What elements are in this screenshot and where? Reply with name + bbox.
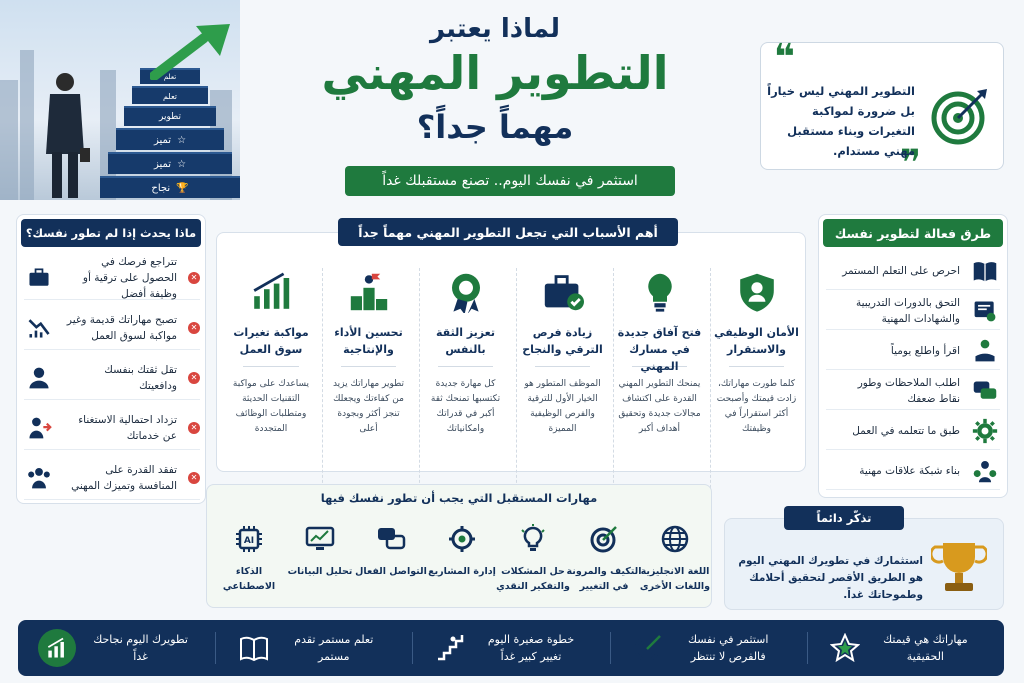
shield-icon: [736, 271, 778, 313]
reason-card: [516, 268, 608, 498]
quote-close-icon: ❞: [899, 143, 921, 184]
consequence-text: تصبح مهاراتك قديمة وغير مواكبة لسوق العمل: [66, 313, 177, 342]
reason-title: زيادة فرص الترقي والنجاح: [522, 326, 603, 356]
briefcase-check-icon: [542, 271, 584, 313]
group-icon: [26, 465, 52, 491]
hero-step: نجاح 🏆: [100, 176, 240, 198]
remember-box: [724, 518, 1004, 610]
chart-down-icon: [26, 315, 52, 341]
method-item: [826, 332, 1000, 370]
footer-separator: [807, 632, 808, 664]
chat-bubbles-icon: [376, 524, 406, 554]
method-item: [826, 452, 1000, 490]
consequence-text: تقل ثقتك بنفسك ودافعيتك: [104, 363, 177, 392]
growth-chart-icon: [250, 271, 292, 313]
hero-step: تميز ☆: [116, 128, 224, 150]
reason-title: تحسين الأداء والإنتاجية: [334, 326, 403, 356]
consequence-item: [24, 306, 200, 350]
skill-item: [636, 524, 714, 594]
consequence-item: [24, 256, 200, 300]
footer-text: مهاراتك هي قيمتك الحقيقية: [883, 633, 968, 663]
skill-item: [210, 524, 288, 594]
ai-chip-icon: [234, 524, 264, 554]
method-item: [826, 412, 1000, 450]
title-line-3: مهماً جداً؟: [416, 108, 574, 146]
skill-item: [281, 524, 359, 579]
skills-title: مهارات المستقبل التي يجب أن تطور نفسك فيها: [320, 491, 598, 505]
page-title: التطوير المهني: [321, 46, 669, 100]
hero-step: تميز ☆: [108, 152, 232, 174]
footer-text: تطويرك اليوم نجاحك غداً: [93, 633, 188, 663]
gear-icon: [972, 418, 998, 444]
growth-icon: [44, 635, 70, 661]
footer-separator: [412, 632, 413, 664]
skill-item: [423, 524, 501, 579]
slogan-banner: استثمر في نفسك اليوم.. تصنع مستقبلك غداً: [345, 166, 675, 196]
svg-text:AI: AI: [243, 536, 255, 546]
podium-icon: [348, 271, 390, 313]
reason-desc: الموظف المتطور هو الخيار الأول للترقية والفرص الوظيفية المميزة: [524, 379, 601, 434]
reason-card: [613, 268, 705, 498]
consequences-title: ماذا يحدث إذا لم تطور نفسك؟: [21, 219, 201, 247]
lightbulb-icon: [639, 271, 681, 313]
reason-card: [225, 268, 317, 498]
skill-label: اللغة الانجليزية واللغات الأخرى: [639, 566, 711, 592]
reason-card: [419, 268, 511, 498]
reason-desc: تطوير مهاراتك يزيد من كفاءتك ويجعلك تنجز أكثر وبجودة أعلى: [332, 379, 405, 434]
stairs-icon: [436, 633, 466, 663]
hero-step: تعلم: [140, 68, 200, 84]
hero-illustration: [0, 0, 240, 200]
footer-separator: [610, 632, 611, 664]
method-item: [826, 252, 1000, 290]
footer-text: تعلم مستمر تقدم مستمر: [294, 633, 374, 663]
idea-icon: [518, 524, 548, 554]
certificate-icon: [972, 298, 998, 324]
chat-icon: [972, 378, 998, 404]
skill-label: التكيف والمرونة في التغيير: [566, 566, 642, 592]
skill-label: إدارة المشاريع: [428, 566, 496, 577]
businessman-icon: [40, 70, 90, 200]
book-icon: [972, 258, 998, 284]
reason-title: الأمان الوظيفي والاستقرار: [714, 326, 799, 356]
reason-desc: يساعدك على مواكبة التقنيات الحديثة ومتطلبات الوظائف المتجددة: [232, 379, 310, 434]
skill-label: الذكاء الاصطناعي: [222, 566, 276, 592]
open-book-icon: [239, 633, 269, 663]
x-mark-icon: ✕: [188, 322, 200, 334]
footer-separator: [215, 632, 216, 664]
title-line-1: لماذا يعتبر: [429, 14, 561, 44]
gear-head-icon: [447, 524, 477, 554]
method-text: بناء شبكة علاقات مهنية: [859, 464, 960, 477]
footer-text: خطوة صغيرة اليوم تغيير كبير غداً: [487, 633, 575, 663]
footer-text: استثمر في نفسك فالفرص لا تنتظر: [687, 633, 769, 663]
hero-step: تعلم: [132, 86, 208, 104]
target-icon: [931, 87, 989, 145]
reader-icon: [972, 338, 998, 364]
method-text: احرص على التعلم المستمر: [842, 264, 960, 277]
reason-title: فتح آفاق جديدة في مسارك المهني: [617, 326, 702, 373]
monitor-chart-icon: [305, 524, 335, 554]
footer-item: [229, 628, 398, 668]
consequence-item: [24, 356, 200, 400]
reason-desc: كل مهارة جديدة تكتسبها تمنحك ثقة أكبر في قدراتك وامكانياتك: [430, 379, 501, 434]
reason-card: [322, 268, 414, 498]
method-item: [826, 292, 1000, 330]
consequence-text: تفقد القدرة على المنافسة وتميزك المهني: [71, 463, 177, 492]
skill-label: تحليل البيانات: [287, 566, 353, 577]
hero-step: تطوير: [124, 106, 216, 126]
badge-icon: [445, 271, 487, 313]
reason-title: مواكبة تغيرات سوق العمل: [233, 326, 309, 356]
x-mark-icon: ✕: [188, 422, 200, 434]
methods-title: طرق فعالة لتطوير نفسك: [823, 219, 1003, 247]
skill-item: [565, 524, 643, 594]
footer-item: [821, 628, 990, 668]
person-out-icon: [26, 415, 52, 441]
quote-open-icon: ❝: [773, 37, 795, 78]
method-text: اطلب الملاحظات وطور نقاط ضعفك: [857, 376, 960, 405]
x-mark-icon: ✕: [188, 472, 200, 484]
method-text: التحق بالدورات التدريبية والشهادات المهنية: [855, 296, 960, 325]
quote-box: [760, 37, 1004, 184]
target-icon: [589, 524, 619, 554]
trophy-icon: [931, 539, 987, 597]
briefcase-icon: [26, 265, 52, 291]
reasons-title: أهم الأسباب التي تجعل التطوير المهني مهماً جداً: [338, 218, 678, 246]
consequence-text: تزداد احتمالية الاستغناء عن خدماتك: [78, 413, 177, 442]
sad-person-icon: [26, 365, 52, 391]
skill-item: [494, 524, 572, 594]
reason-title: تعزيز الثقة بالنفس: [436, 326, 495, 356]
footer-item: [32, 628, 201, 668]
method-text: طبق ما تتعلمه في العمل: [852, 424, 960, 437]
skill-label: حل المشكلات والتفكير النقدي: [496, 566, 570, 592]
footer-item: [624, 628, 793, 668]
x-mark-icon: ✕: [188, 272, 200, 284]
skill-label: التواصل الفعال: [355, 566, 427, 577]
reason-desc: يمنحك التطوير المهني القدرة على اكتشاف مجالات جديدة وتحقيق أهداف أكبر: [618, 379, 701, 434]
target-icon: [633, 633, 663, 663]
consequence-text: تتراجع فرصك في الحصول على ترقية أو وظيفة أفضل: [82, 255, 177, 300]
consequence-item: [24, 406, 200, 450]
globe-icon: [660, 524, 690, 554]
quote-text: التطوير المهني ليس خياراً بل ضرورة لمواكبة التغيرات وبناء مستقبل مهني مستدام.: [767, 84, 915, 158]
method-item: [826, 372, 1000, 410]
reason-card: [710, 268, 802, 498]
method-text: اقرأ واطلع يومياً: [890, 344, 960, 357]
consequence-item: [24, 456, 200, 500]
remember-title: تذكّر دائماً: [784, 506, 904, 530]
footer-item: [426, 628, 595, 668]
network-icon: [972, 458, 998, 484]
reason-desc: كلما طورت مهاراتك، زادت قيمتك وأصبحت أكثر استقراراً في وظيفتك: [716, 379, 797, 434]
remember-text: استثمارك في تطويرك المهني اليوم هو الطريق الأقصر لتحقيق أحلامك وطموحاتك غداً.: [738, 555, 923, 601]
growth-arrow-icon: [150, 20, 234, 80]
skill-item: [352, 524, 430, 579]
star-icon: [830, 633, 860, 663]
x-mark-icon: ✕: [188, 372, 200, 384]
